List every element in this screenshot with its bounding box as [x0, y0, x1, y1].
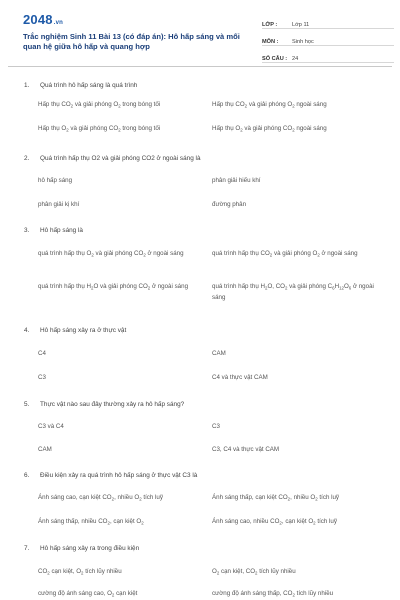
- question-stem: Điều kiện xảy ra quá trình hô hấp sáng ở thực vật C3 là: [40, 472, 198, 479]
- answer-option[interactable]: quá trình hấp thụ $H_2O$ và giải phóng $CO_2$ ở ngoài sáng: [38, 283, 189, 291]
- answer-option[interactable]: đường phân: [212, 201, 247, 208]
- answer-option[interactable]: quá trình hấp thụ $CO_2$ và giải phóng $O_2$ ở ngoài sáng: [212, 250, 358, 258]
- meta-class-label: LỚP :: [262, 22, 278, 28]
- answer-option[interactable]: $CO_2$ cạn kiệt, $O_2$ tích lũy nhiều: [38, 568, 122, 576]
- question-stem: Quá trình hấp thụ O2 và giải phóng CO2 ở ngoài sáng là: [40, 155, 201, 162]
- answer-option[interactable]: Ánh sáng thấp, nhiều $CO_2$, cạn kiệt $O_2$: [38, 518, 144, 526]
- page-header: [8, 0, 392, 67]
- answer-option[interactable]: cường độ ánh sáng thấp, $CO_2$ tích lũy nhiều: [212, 590, 334, 598]
- answer-option[interactable]: C3: [212, 423, 220, 430]
- question-7: [24, 545, 384, 598]
- answer-option[interactable]: cường độ ánh sáng cao, $O_2$ cạn kiệt: [38, 590, 138, 598]
- question-number: 5.: [24, 401, 30, 408]
- meta-count-row: [262, 49, 394, 63]
- answer-option[interactable]: Hấp thụ $O_2$ và giải phóng $CO_2$ trong bóng tối: [38, 125, 161, 133]
- quiz-title: Trắc nghiệm Sinh 11 Bài 13 (có đáp án): Hô hấp sáng và mối quan hệ giữa hô hấp và quang hợp: [23, 32, 240, 51]
- meta-class-row: [262, 15, 394, 29]
- answer-option[interactable]: CAM: [212, 350, 226, 357]
- question-text: [24, 82, 384, 89]
- question-text: [24, 472, 384, 479]
- question-stem: Thực vật nào sau đây thường xảy ra hô hấp sáng?: [40, 401, 185, 408]
- question-text: [24, 327, 384, 334]
- question-stem: Hô hấp sáng là: [40, 227, 83, 234]
- question-stem: Quá trình hô hấp sáng là quá trình: [40, 82, 138, 89]
- question-3: [24, 227, 384, 301]
- answer-option[interactable]: C3, C4 và thực vật CAM: [212, 446, 280, 453]
- question-stem: Hô hấp sáng xảy ra ở thực vật: [40, 327, 127, 334]
- question-number: 1.: [24, 82, 30, 89]
- answer-option[interactable]: quá trình hấp thụ $O_2$ và giải phóng $CO_2$ ở ngoài sáng: [38, 250, 184, 258]
- answer-option[interactable]: C3 và C4: [38, 423, 64, 430]
- question-number: 3.: [24, 227, 30, 234]
- answer-option[interactable]: C3: [38, 374, 46, 381]
- meta-count-label: SỐ CÂU :: [262, 56, 288, 62]
- question-6: [24, 472, 384, 526]
- answer-option[interactable]: Hấp thụ $CO_2$ và giải phóng $O_2$ trong bóng tối: [38, 101, 161, 109]
- question-text: [24, 227, 384, 234]
- meta-subject-label: MÔN :: [262, 39, 279, 45]
- question-number: 4.: [24, 327, 30, 334]
- question-number: 2.: [24, 155, 30, 162]
- answer-option[interactable]: C4 và thực vật CAM: [212, 374, 268, 381]
- question-text: [24, 545, 384, 552]
- meta-subject-row: [262, 32, 394, 46]
- meta-count-value: 24: [292, 56, 299, 62]
- answer-option[interactable]: Ánh sáng cao, nhiều $CO_2$, cạn kiệt $O_2$ tích luỹ: [212, 518, 337, 526]
- answer-option[interactable]: hô hấp sáng: [38, 177, 73, 184]
- meta-subject-value: Sinh học: [292, 39, 314, 45]
- answer-option[interactable]: $O_2$ cạn kiệt, $CO_2$ tích lũy nhiều: [212, 568, 296, 576]
- site-logo[interactable]: [23, 12, 63, 27]
- answer-option[interactable]: Ánh sáng cao, cạn kiệt $CO_2$, nhiều $O_2$ tích luỹ: [38, 494, 163, 502]
- question-number: 7.: [24, 545, 30, 552]
- answer-option[interactable]: phân giải hiếu khí: [212, 177, 261, 184]
- answer-option[interactable]: phân giải kị khí: [38, 201, 80, 208]
- logo-text: 2048: [23, 12, 53, 27]
- question-stem: Hô hấp sáng xảy ra trong điều kiện: [40, 545, 140, 552]
- question-text: [24, 155, 384, 162]
- answer-option[interactable]: CAM: [38, 446, 52, 453]
- question-4: [24, 327, 384, 381]
- question-text: [24, 401, 384, 408]
- answer-option[interactable]: C4: [38, 350, 46, 357]
- answer-option[interactable]: Ánh sáng thấp, cạn kiệt $CO_2$, nhiều $O_2$ tích luỹ: [212, 494, 340, 502]
- question-number: 6.: [24, 472, 30, 479]
- question-5: [24, 401, 384, 453]
- meta-class-value: Lớp 11: [292, 22, 310, 28]
- question-2: [24, 155, 384, 208]
- quiz-meta: [262, 15, 394, 66]
- answer-option[interactable]: Hấp thụ $CO_2$ và giải phóng $O_2$ ngoài sáng: [212, 101, 327, 109]
- answer-option[interactable]: Hấp thụ $O_2$ và giải phóng $CO_2$ ngoài sáng: [212, 125, 327, 133]
- question-1: [24, 82, 384, 133]
- answer-option[interactable]: quá trình hấp thụ $H_2O$, $CO_2$ và giải phóng $C_6H_{12}O_6$ ở ngoài sáng: [212, 283, 374, 301]
- logo-suffix: .vn: [53, 20, 64, 26]
